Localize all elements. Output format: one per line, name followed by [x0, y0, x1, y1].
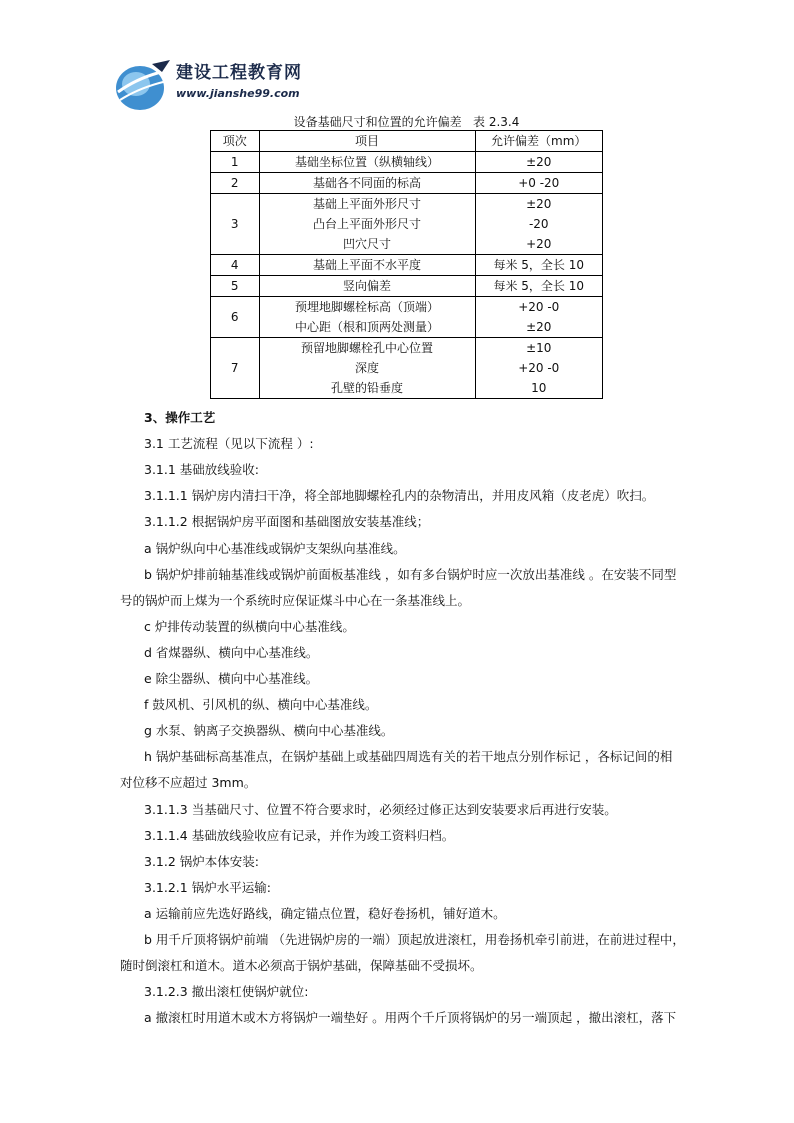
tolerance-line: ±20 [526, 155, 552, 169]
row-item-cell [259, 276, 475, 297]
row-tolerance-cell [475, 297, 603, 338]
table-row [211, 173, 603, 194]
row-number-cell: 2 [211, 173, 260, 194]
table-caption: 设备基础尺寸和位置的允许偏差 表 2.3.4 [293, 115, 520, 129]
site-logo [112, 54, 312, 114]
row-number-cell: 5 [211, 276, 260, 297]
paragraph-line: a 运输前应先选好路线，确定锚点位置，稳好卷扬机，铺好道木。 [144, 905, 506, 921]
paragraph-line: c 炉排传动装置的纵横向中心基准线。 [144, 618, 355, 634]
tolerance-line: +20 [526, 237, 552, 251]
paragraph-line: a 撤滚杠时用道木或木方将锅炉一端垫好 。用两个千斤顶将锅炉的另一端顶起 ，撤出滚杠，落下 [144, 1010, 677, 1026]
row-number-cell: 3 [211, 194, 260, 255]
table-header-row [211, 131, 603, 152]
row-tolerance-cell [475, 255, 603, 276]
paragraph-line: 3.1.1 基础放线验收: [144, 462, 259, 478]
row-number-cell: 7 [211, 338, 260, 399]
tolerance-line: +0 -20 [518, 176, 560, 190]
paragraph-line: e 除尘器纵、横向中心基准线。 [144, 671, 319, 686]
tolerance-line: -20 [528, 217, 549, 231]
table-row [211, 152, 603, 173]
row-tolerance-cell [475, 338, 603, 399]
tolerance-line: ±20 [526, 197, 552, 211]
tolerance-line: +20 -0 [518, 361, 560, 375]
item-line: 基础各不同面的标高 [312, 176, 421, 190]
row-item-cell [259, 255, 475, 276]
item-line: 预留地脚螺栓孔中心位置 [300, 341, 433, 355]
table-row [211, 297, 603, 338]
tolerance-table [210, 130, 603, 399]
row-tolerance-cell [475, 194, 603, 255]
item-line: 中心距（根和顶两处测量） [294, 320, 439, 334]
tolerance-line: 每米 5，全长 10 [493, 279, 585, 293]
item-line: 竖向偏差 [342, 279, 391, 293]
header-cell-item: 项目 [259, 131, 475, 152]
item-line: 凸台上平面外形尺寸 [312, 217, 421, 231]
row-number-cell: 1 [211, 152, 260, 173]
header-cell-no: 项次 [211, 131, 260, 152]
row-item-cell [259, 194, 475, 255]
paragraph-line: h 锅炉基础标高基准点，在锅炉基础上或基础四周选有关的若干地点分别作标记 ，各标记间的相 [144, 749, 673, 765]
row-tolerance-cell [475, 152, 603, 173]
paragraph-line: 3.1.2.1 锅炉水平运输: [144, 879, 271, 895]
paragraph-line: 号的锅炉而上煤为一个系统时应保证煤斗中心在一条基准线上。 [120, 592, 471, 608]
item-line: 基础上平面外形尺寸 [312, 197, 421, 211]
table-row [211, 338, 603, 399]
paragraph-line: 3.1 工艺流程（见以下流程 ）: [144, 436, 314, 452]
row-item-cell [259, 338, 475, 399]
paragraph-line: d 省煤器纵、横向中心基准线。 [144, 644, 319, 660]
paragraph-line: 3.1.1.3 当基础尺寸、位置不符合要求时，必须经过修正达到安装要求后再进行安装。 [144, 801, 617, 817]
paragraph-line: 3.1.1.1 锅炉房内清扫干净，将全部地脚螺栓孔内的杂物清出，并用皮风箱（皮老虎）吹扫。 [144, 488, 655, 504]
globe-logo-icon [112, 58, 174, 112]
tolerance-line: +20 -0 [518, 300, 560, 314]
item-line: 孔壁的铅垂度 [330, 381, 403, 395]
row-item-cell [259, 152, 475, 173]
tolerance-line: 每米 5，全长 10 [493, 258, 585, 272]
tolerance-line: ±20 [526, 320, 552, 334]
item-line: 基础上平面不水平度 [312, 258, 421, 272]
brand-name: 建设工程教育网 [176, 63, 302, 83]
paragraph-line: 3.1.2 锅炉本体安装: [144, 853, 259, 869]
tolerance-line: 10 [531, 381, 547, 395]
paragraph-line: a 锅炉纵向中心基准线或锅炉支架纵向基准线。 [144, 540, 406, 556]
item-line: 基础坐标位置（纵横轴线） [294, 155, 439, 169]
paragraph-line: g 水泵、钠离子交换器纵、横向中心基准线。 [144, 723, 394, 739]
paragraph-line: 3.1.2.3 撤出滚杠使锅炉就位: [144, 984, 309, 1000]
table-row [211, 276, 603, 297]
row-number-cell: 6 [211, 297, 260, 338]
item-line: 深度 [354, 361, 379, 375]
item-line: 凹穴尺寸 [342, 237, 391, 251]
paragraph-line: 随时倒滚杠和道木。道木必须高于锅炉基础，保障基础不受损坏。 [120, 958, 483, 974]
paragraph-line: 对位移不应超过 3mm。 [120, 775, 257, 791]
paragraph-line: 3.1.1.4 基础放线验收应有记录，并作为竣工资料归档。 [144, 827, 455, 843]
row-item-cell [259, 297, 475, 338]
section-heading: 3、操作工艺 [144, 410, 216, 425]
table-row [211, 255, 603, 276]
row-tolerance-cell [475, 173, 603, 194]
row-item-cell [259, 173, 475, 194]
paragraph-line: 3.1.1.2 根据锅炉房平面图和基础图放安装基准线； [144, 514, 430, 530]
brand-url: www.jianshe99.com [176, 87, 300, 100]
item-line: 预埋地脚螺栓标高（顶端） [294, 300, 439, 314]
table-row [211, 194, 603, 255]
header-cell-tolerance: 允许偏差（mm） [475, 131, 603, 152]
paragraph-line: f 鼓风机、引风机的纵、横向中心基准线。 [144, 697, 378, 713]
row-number-cell: 4 [211, 255, 260, 276]
paragraph-line: b 锅炉炉排前轴基准线或锅炉前面板基准线 ，如有多台锅炉时应一次放出基准线 。在安装不同型 [144, 566, 677, 582]
paragraph-line: b 用千斤顶将锅炉前端 （先进锅炉房的一端）顶起放进滚杠，用卷扬机牵引前进，在前进过程中， [144, 932, 685, 947]
row-tolerance-cell [475, 276, 603, 297]
tolerance-line: ±10 [526, 341, 552, 355]
